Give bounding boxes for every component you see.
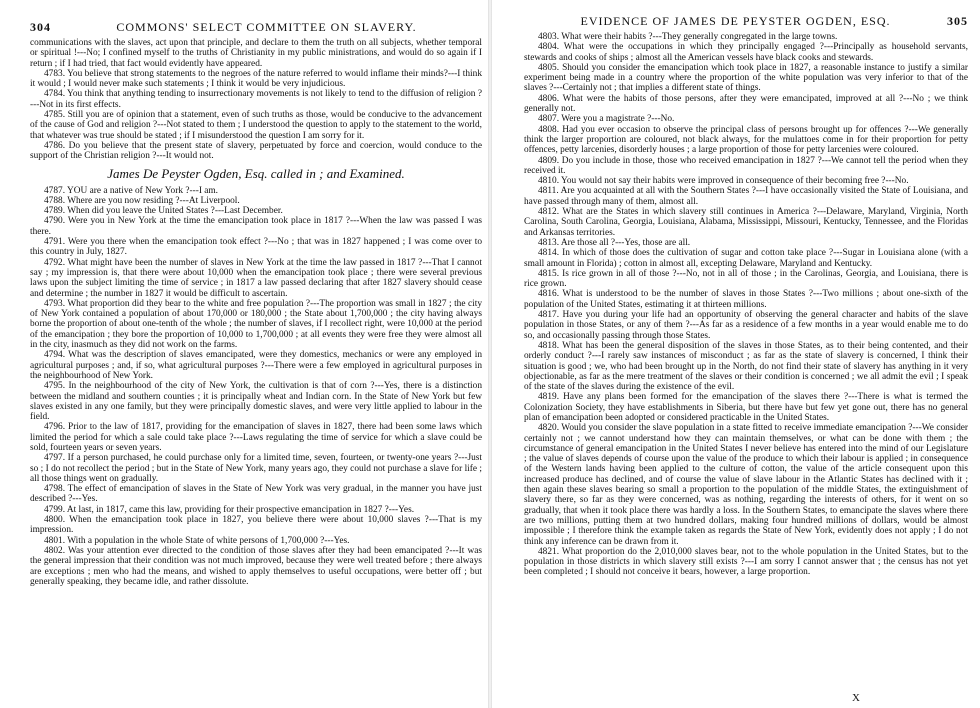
paragraph: 4802. Was your attention ever directed to the condition of those slaves after they had been emancipated ?---It was the general impression that their condition was not much improved, because they were well treated before ; there always are exceptions ; men who had the means, and wished to apply themselves to useful occupations, were better off ; but generally speaking, they became idle, and rather dissolute. <box>30 545 482 587</box>
page-number: 305 <box>946 14 968 28</box>
paragraph: 4810. You would not say their habits were improved in consequence of their becoming free ?---No. <box>538 176 909 187</box>
paragraph: 4793. What proportion did they bear to the white and free population ?---The proportion was small in 1827 ; the city of New York contained a population of about 170,000 or 180,000 ; the State about 1,700,000 ; the city having always borne the proportion of about one-tenth of the whole ; the number of slaves, if I recollect right, were 10,000 at the period of the emancipation ; they bore the proportion of 10,000 to 1,700,000 ; at all events they were free they were almost all in the city, inasmuch as they did not work on the farms. <box>30 298 482 351</box>
paragraph: 4792. What might have been the number of slaves in New York at the time the law passed in 1817 ?---That I cannot say ; my impression is, that there were about 10,000 when the emancipation took place ; there were several previous laws upon the subject limiting the time of service ; in 1817 a law passed declaring that after 1827 slavery should cease and determine ; the number in 1827 it would be difficult to ascertain. <box>30 257 482 299</box>
paragraph: 4798. The effect of emancipation of slaves in the State of New York was very gradual, in the manner you have just described ?---Yes. <box>30 484 482 505</box>
left-page-header <box>30 20 482 35</box>
right-page-header <box>524 14 968 29</box>
left-intro <box>30 38 482 162</box>
page-number: 304 <box>30 20 51 34</box>
paragraph: 4783. You believe that strong statements to the negroes of the nature referred to would inflame their minds?---I think it would ; I would never make such statements ; I think it would be very injudicious. <box>30 68 482 90</box>
paragraph: 4816. What is understood to be the number of slaves in those States ?---Two millions ; about one-sixth of the population of the United States, estimating it at thirteen millions. <box>524 289 968 310</box>
paragraph: 4818. What has been the general disposition of the slaves in those States, as to their being contented, and their orderly conduct ?---I rarely saw instances of misconduct ; as far as the state of slavery is concerned, I think their situation is good ; we, who had been brought up in the North, do not find their state of slavery has anything in it very objectionable, as far as the mere treatment of the slaves or their condition is concerned ; we all admit the evil ; I speak of the state of the slaves during the existence of the evil. <box>524 340 968 393</box>
running-head: COMMONS' SELECT COMMITTEE ON SLAVERY. <box>116 20 417 34</box>
paragraph: 4806. What were the habits of those persons, after they were emancipated, improved at all ?---No ; we think generally not. <box>524 93 968 115</box>
paragraph: 4790. Were you in New York at the time the emancipation took place in 1817 ?---When the law was passed I was there. <box>30 216 482 237</box>
paragraph: 4789. When did you leave the United States ?---Last December. <box>44 206 283 217</box>
signature-mark: X <box>852 692 860 704</box>
paragraph: 4805. Should you consider the emancipation which took place in 1827, a reasonable instance to justify a similar experiment being made in a country where the proportion of the white population was very inferior to that of the slaves ?---Certainly not ; that implies a different state of things. <box>524 62 968 94</box>
paragraph: 4799. At last, in 1817, came this law, providing for their prospective emancipation in 1827 ?---Yes. <box>44 504 415 515</box>
paragraph: 4801. With a population in the whole State of white persons of 1,700,000 ?---Yes. <box>44 535 350 546</box>
paragraph: 4794. What was the description of slaves emancipated, were they domestics, mechanics or were any employed in agricultural purposes ; and, if so, what agricultural purposes ?---There were a few employed in agricultural purposes in the neighbourhood of New York. <box>30 350 482 381</box>
left-examination <box>30 186 482 588</box>
witness-heading: James De Peyster Ogden, Esq. called in ; and Examined. <box>107 165 405 181</box>
paragraph: 4817. Have you during your life had an opportunity of observing the general character and habits of the slave population in those States, or any of them ?---As far as a residence of a few months in a year would enable me to do so, and occasionally passing through those States. <box>524 310 968 341</box>
paragraph: 4786. Do you believe that the present state of slavery, perpetuated by force and coercion, would conduce to the support of the Christian religion ?---It would not. <box>30 140 482 162</box>
paragraph: 4787. YOU are a native of New York ?---I am. <box>44 185 219 196</box>
paragraph: 4820. Would you consider the slave population in a state fitted to receive immediate emancipation ?---We consider certainly not ; we cannot understand how they can maintain themselves, or what can be done with them ; the circumstance of general emancipation in the United States I never believe has entered into the mind of our Legislature ; the value of slaves depends of course upon the value of the produce to which their labour is applied ; in consequence of the Western lands having been applied to the culture of cotton, the value of the article consequent upon this increased produce has declined, and of course the value of slave labour in the Atlantic States has declined with it ; then again these slaves bearing so small a proportion to the population of the middle States, the extinguishment of slavery there, so far as they were concerned, was as nothing, regarding the interests of others, for it went on so gradually, that when it took place there was hardly a loss. In the Southern States, to emancipate the slaves where there are two millions, putting them at two hundred dollars, making four hundred millions of dollars, would be almost impossible ; I therefore think the example taken as regards the State of New York, evidently does not apply ; I do not think any inference can be drawn from it. <box>524 423 968 547</box>
paragraph: 4808. Had you ever occasion to observe the principal class of persons brought up for offences ?---We generally think the larger proportion are coloured, not black always, for the mulattoes come in for their proportion for petty offences, petty larcenies, disorderly houses ; a large proportion of those for petty larcenies were coloured. <box>524 124 968 156</box>
paragraph: 4812. What are the States in which slavery still continues in America ?---Delaware, Maryland, Virginia, North Carolina, South Carolina, Georgia, Louisiana, Alabama, Mississippi, Missouri, Kentucky, Tennessee, and the Floridas and Arkansas territories. <box>524 207 968 238</box>
paragraph: 4800. When the emancipation took place in 1827, you believe there were about 10,000 slaves ?---That is my impression. <box>30 515 482 536</box>
paragraph: 4784. You think that anything tending to insurrectionary movements is not likely to tend to the diffusion of religion ?---Not in its first effects. <box>30 89 482 110</box>
paragraph: 4807. Were you a magistrate ?---No. <box>538 114 675 125</box>
paragraph: 4796. Prior to the law of 1817, providing for the emancipation of slaves in 1827, there had been some laws which limited the period for which a sale could take place ?---Laws regulating the time of service for which a slave could be sold, fourteen years or seven years. <box>30 422 482 453</box>
paragraph: 4819. Have any plans been formed for the emancipation of the slaves there ?---There is what is termed the Colonization Society, they have establishments in Siberia, but there have but few yet gone out, there has no general plan of emancipation been adopted or considered practicable in the United States. <box>524 392 968 423</box>
paragraph: 4815. Is rice grown in all of those ?---No, not in all of those ; in the Carolinas, Georgia, and Louisiana, there is rice grown. <box>524 268 968 290</box>
paragraph: 4803. What were their habits ?---They generally congregated in the large towns. <box>538 32 838 42</box>
paragraph: 4791. Were you there when the emancipation took effect ?---No ; that was in 1827 happened ; I was come over to this country in July, 1827. <box>30 237 482 258</box>
right-page <box>490 0 980 708</box>
paragraph: 4795. In the neighbourhood of the city of New York, the cultivation is that of corn ?---Yes, there is a distinction between the midland and southern counties ; it is principally wheat and Indian corn. In the State of New York but few slaves existed in any one family, but they were principally domestic slaves, and were very little applied to labour in the field. <box>30 381 482 423</box>
paragraph: 4797. If a person purchased, he could purchase only for a limited time, seven, fourteen, or twenty-one years ?---Just so ; I do not recollect the period ; but in the State of New York, many years ago, they could not purchase a slave for life ; all those things went on gradually. <box>30 453 482 484</box>
running-head: EVIDENCE OF JAMES DE PEYSTER OGDEN, ESQ. <box>580 14 891 28</box>
paragraph: 4811. Are you acquainted at all with the Southern States ?---I have occasionally visited the State of Louisiana, and have passed through many of them, almost all. <box>524 186 968 207</box>
paragraph: 4813. Are those all ?---Yes, those are all. <box>538 237 691 248</box>
paragraph: 4814. In which of those does the cultivation of sugar and cotton take place ?---Sugar in Louisiana alone (with a small amount in Florida) ; cotton in almost all, excepting Delaware, Maryland and Kentucky. <box>524 248 968 269</box>
paragraph: 4785. Still you are of opinion that a statement, even of such truths as those, would be conducive to the advancement of the cause of God and religion ?---Not stated to them ; I understood the question to apply to the statement to the world, that whatever was true should be stated ; if I misunderstood the question I am sorry for it. <box>30 110 482 141</box>
paragraph: 4821. What proportion do the 2,010,000 slaves bear, not to the whole population in the United States, but to the population in those districts in which slavery still exists ?---I am sorry I cannot answer that ; the census has not yet been completed ; I should not conceive it bears, however, a large proportion. <box>524 546 968 578</box>
paragraph: 4788. Where are you now residing ?---At Liverpool. <box>44 195 240 206</box>
right-examination <box>524 32 968 578</box>
paragraph: 4804. What were the occupations in which they principally engaged ?---Principally as household servants, stewards and cooks of ships ; almost all the American vessels have black cooks and stewards. <box>524 42 968 63</box>
paragraph: 4809. Do you include in those, those who received emancipation in 1827 ?---We cannot tell the period when they received it. <box>524 155 968 176</box>
paragraph: communications with the slaves, act upon that principle, and declare to them the truth on all subjects, whether temporal or spiritual !---No; I confined myself to the truths of Christianity in my public ministrations, and would do so again if I return ; if I had tried, that fact would evidently have appeared. <box>30 38 482 69</box>
